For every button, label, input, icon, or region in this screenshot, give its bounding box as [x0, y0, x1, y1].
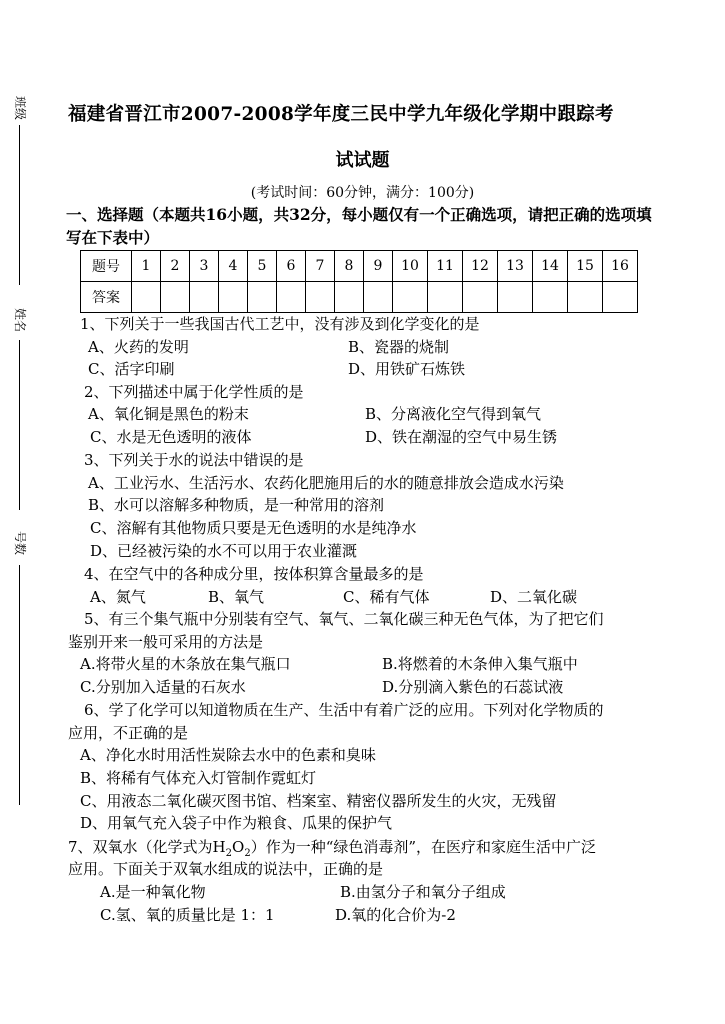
q3-option-d: D、已经被污染的水不可以用于农业灌溉	[90, 542, 358, 560]
answer-table-answer-row	[81, 282, 638, 313]
q7-stem-line2: 应用。下面关于双氧水组成的说法中，正确的是	[68, 860, 384, 878]
q4-stem: 4、在空气中的各种成分里，按体积算含量最多的是	[84, 565, 424, 583]
class-label: 班级	[13, 95, 27, 121]
q2-option-b: B、分离液化空气得到氧气	[365, 405, 542, 423]
exam-info: (考试时间：60分钟，满分：100分)	[250, 185, 475, 201]
q5-option-b: B.将燃着的木条伸入集气瓶中	[382, 655, 578, 673]
q3-stem: 3、下列关于水的说法中错误的是	[84, 451, 304, 469]
question-number-cell: 2	[161, 251, 190, 282]
q6-option-b: B、将稀有气体充入灯管制作霓虹灯	[80, 769, 317, 787]
question-number-cell: 7	[306, 251, 335, 282]
answer-cell[interactable]	[219, 282, 248, 313]
question-number-cell: 5	[248, 251, 277, 282]
section-heading: 一、选择题（本题共16小题，共32分，每小题仅有一个正确选项，请把正确的选项填写在下表中）	[66, 205, 652, 247]
margin-line-2	[19, 340, 20, 510]
question-number-cell: 12	[463, 251, 498, 282]
answer-table-number-row	[81, 251, 638, 282]
answer-cell[interactable]	[364, 282, 393, 313]
answer-cell[interactable]	[568, 282, 603, 313]
answer-cell[interactable]	[498, 282, 533, 313]
q6-stem-line1: 6、学了化学可以知道物质在生产、生活中有着广泛的应用。下列对化学物质的	[84, 701, 604, 719]
q6-option-c: C、用液态二氧化碳灭图书馆、档案室、精密仪器所发生的火灾，无残留	[80, 792, 557, 810]
name-label: 姓名	[13, 307, 27, 333]
q7-stem-post: ）作为一种“绿色消毒剂”，在医疗和家庭生活中广泛	[250, 838, 597, 856]
q7-option-a: A.是一种氧化物	[100, 883, 206, 901]
answer-cell[interactable]	[190, 282, 219, 313]
q2-option-a: A、氧化铜是黑色的粉末	[88, 405, 249, 423]
q1-stem: 1、下列关于一些我国古代工艺中，没有涉及到化学变化的是	[80, 315, 480, 333]
q1-option-c: C、活字印刷	[88, 360, 175, 378]
answer-cell[interactable]	[132, 282, 161, 313]
q3-option-a: A、工业污水、生活污水、农药化肥施用后的水的随意排放会造成水污染	[88, 474, 564, 492]
question-number-cell: 10	[393, 251, 428, 282]
q4-option-b: B、氧气	[208, 588, 265, 606]
answer-cell[interactable]	[335, 282, 364, 313]
answer-table	[80, 250, 638, 313]
q7-sub-o: 2	[244, 848, 251, 859]
question-number-cell: 15	[568, 251, 603, 282]
question-number-cell: 16	[603, 251, 638, 282]
answer-cell[interactable]	[533, 282, 568, 313]
q2-option-c: C、水是无色透明的液体	[90, 428, 252, 446]
number-label: 号数	[13, 530, 27, 556]
answer-cell[interactable]	[428, 282, 463, 313]
q7-stem-pre: 7、双氧水（化学式为H	[68, 838, 226, 856]
q5-option-a: A.将带火星的木条放在集气瓶口	[80, 655, 291, 673]
table-header-answer: 答案	[81, 282, 132, 313]
margin-line-3	[19, 565, 20, 805]
question-number-cell: 1	[132, 251, 161, 282]
question-number-cell: 8	[335, 251, 364, 282]
q5-option-d: D.分别滴入紫色的石蕊试液	[382, 678, 564, 696]
answer-cell[interactable]	[306, 282, 335, 313]
q2-stem: 2、下列描述中属于化学性质的是	[84, 383, 304, 401]
answer-cell[interactable]	[161, 282, 190, 313]
question-number-cell: 9	[364, 251, 393, 282]
table-header-number: 题号	[81, 251, 132, 282]
q5-stem-line1: 5、有三个集气瓶中分别装有空气、氧气、二氧化碳三种无色气体，为了把它们	[84, 610, 604, 628]
answer-cell[interactable]	[248, 282, 277, 313]
q7-option-d: D.氧的化合价为-2	[335, 906, 456, 924]
q3-option-b: B、水可以溶解多种物质，是一种常用的溶剂	[88, 496, 385, 514]
q1-option-d: D、用铁矿石炼铁	[348, 360, 466, 378]
q6-option-a: A、净化水时用活性炭除去水中的色素和臭味	[80, 746, 376, 764]
q5-stem-line2: 鉴别开来一般可采用的方法是	[68, 633, 264, 651]
q7-sub-h: 2	[225, 848, 233, 859]
q6-option-d: D、用氧气充入袋子中作为粮食、瓜果的保护气	[80, 814, 393, 832]
q7-option-b: B.由氢分子和氧分子组成	[340, 883, 506, 901]
answer-cell[interactable]	[393, 282, 428, 313]
q6-stem-line2: 应用，不正确的是	[68, 724, 189, 742]
question-number-cell: 6	[277, 251, 306, 282]
question-number-cell: 3	[190, 251, 219, 282]
q4-option-a: A、氮气	[90, 588, 146, 606]
q2-option-d: D、铁在潮湿的空气中易生锈	[365, 428, 558, 446]
q4-option-c: C、稀有气体	[343, 588, 430, 606]
q1-option-a: A、火药的发明	[88, 338, 189, 356]
exam-title: 福建省晋江市2007-2008学年度三民中学九年级化学期中跟踪考	[68, 104, 614, 125]
q3-option-c: C、溶解有其他物质只要是无色透明的水是纯净水	[90, 519, 417, 537]
exam-subtitle: 试试题	[335, 150, 390, 171]
q1-option-b: B、瓷器的烧制	[348, 338, 450, 356]
question-number-cell: 13	[498, 251, 533, 282]
answer-cell[interactable]	[603, 282, 638, 313]
answer-cell[interactable]	[463, 282, 498, 313]
question-number-cell: 4	[219, 251, 248, 282]
answer-cell[interactable]	[277, 282, 306, 313]
q7-stem-o: O	[232, 838, 245, 856]
question-number-cell: 14	[533, 251, 568, 282]
q7-option-c: C.氢、氧的质量比是 1：1	[100, 906, 275, 924]
q7-stem-line1	[68, 836, 596, 858]
question-number-cell: 11	[428, 251, 463, 282]
q4-option-d: D、二氧化碳	[490, 588, 578, 606]
q5-option-c: C.分别加入适量的石灰水	[80, 678, 246, 696]
